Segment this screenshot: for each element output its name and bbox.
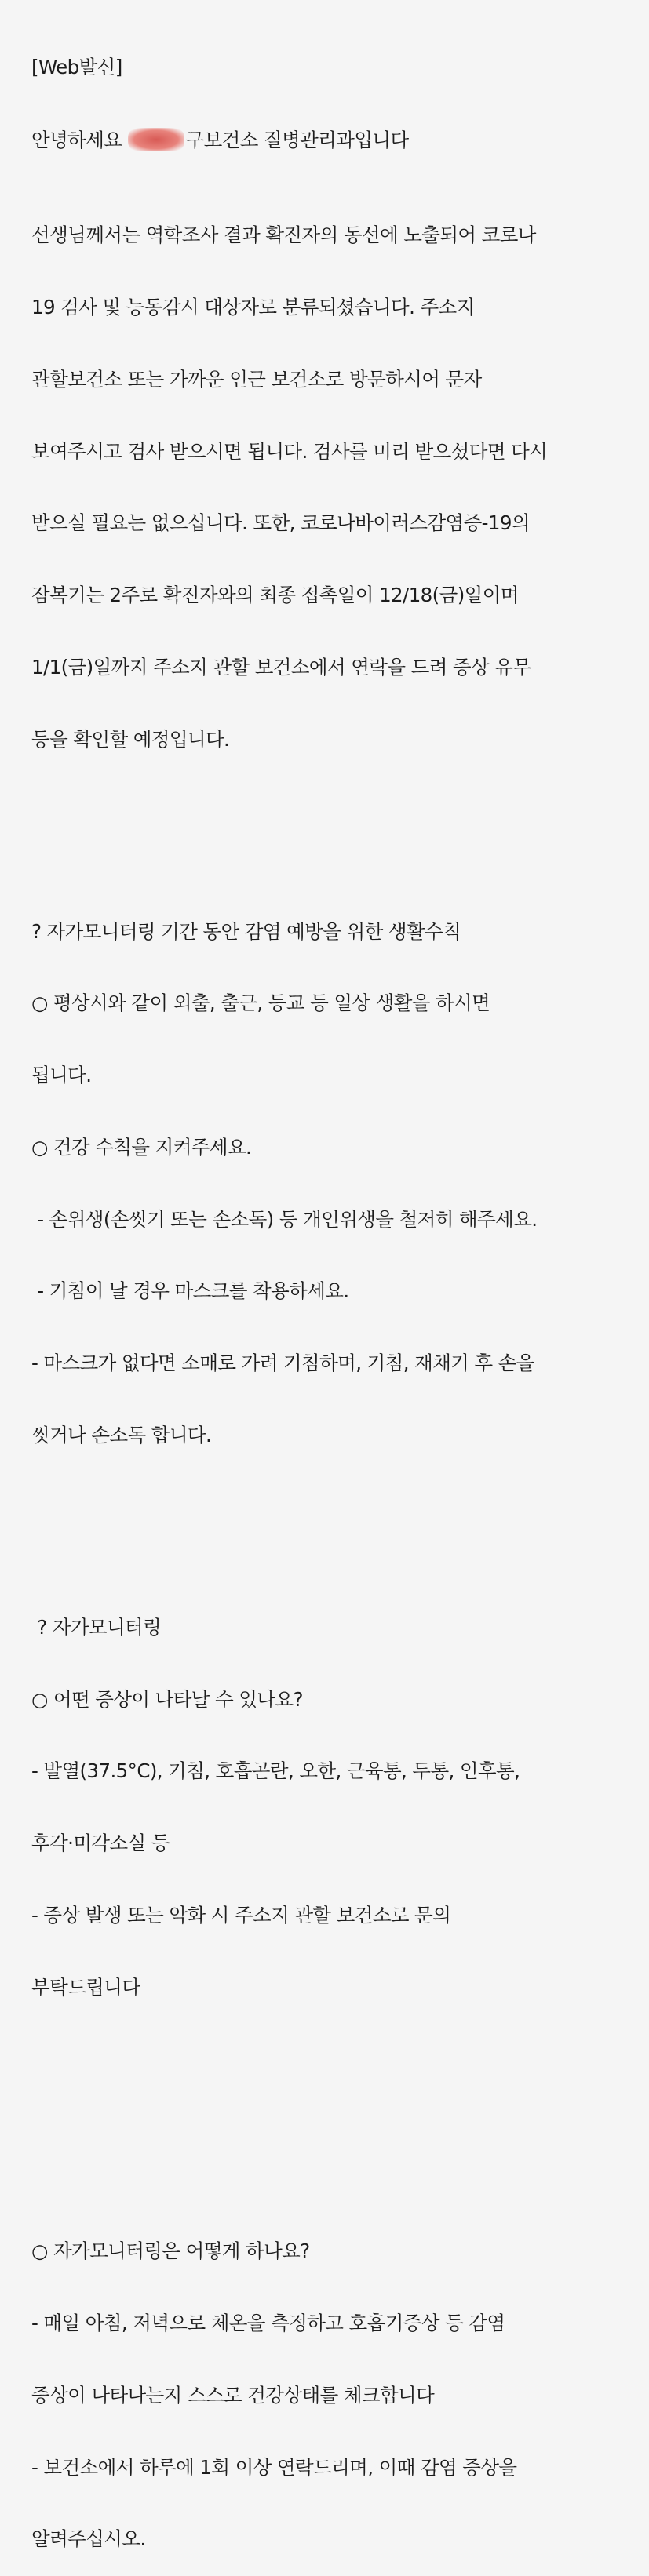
blank-line (31, 1519, 644, 1544)
greeting-end: 구보건소 질병관리과입니다 (185, 128, 409, 151)
blank-line (31, 824, 644, 848)
symptom-line: ○ 어떤 증상이 나타날 수 있나요? (31, 1687, 303, 1711)
sms-message-body (31, 8, 644, 2576)
rule-line: ○ 건강 수칙을 지켜주세요. (31, 1135, 252, 1159)
redaction-mark (128, 128, 184, 151)
howto-line: 증상이 나타나는지 스스로 건강상태를 체크합니다 (31, 2383, 435, 2407)
symptom-line: - 발열(37.5°C), 기침, 호흡곤란, 오한, 근육통, 두통, 인후통, (31, 1759, 520, 1783)
notice-line: 잠복기는 2주로 확진자와의 최종 접촉일이 12/18(금)일이며 (31, 584, 519, 607)
howto-line: - 매일 아침, 저녁으로 체온을 측정하고 호흡기증상 등 감염 (31, 2312, 505, 2334)
rule-line: - 기침이 날 경우 마스크를 착용하세요. (31, 1279, 349, 1303)
rule-line: 씻거나 손소독 합니다. (31, 1424, 212, 1447)
rule-line: ○ 평상시와 같이 외출, 출근, 등교 등 일상 생활을 하시면 (31, 991, 490, 1015)
rule-line: 됩니다. (31, 1064, 92, 1087)
notice-line: 보여주시고 검사 받으시면 됩니다. 검사를 미리 받으셨다면 다시 (31, 439, 548, 463)
notice-line: 1/1(금)일까지 주소지 관할 보건소에서 연락을 드려 증상 유무 (31, 656, 531, 679)
section-heading: ? 자가모니터링 (31, 1615, 162, 1639)
section-heading: ○ 자가모니터링은 어떻게 하나요? (31, 2239, 310, 2263)
rule-line: - 손위생(손씻기 또는 손소독) 등 개인위생을 철저히 해주세요. (31, 1207, 538, 1231)
greeting-start: 안녕하세요 (31, 128, 128, 151)
blank-line (31, 2144, 644, 2168)
symptom-line: 부탁드립니다 (31, 1975, 140, 1999)
notice-line: 관할보건소 또는 가까운 인근 보건소로 방문하시어 문자 (31, 367, 482, 391)
sender-tag: [Web발신] (31, 56, 122, 79)
rule-line: - 마스크가 없다면 소매로 가려 기침하며, 기침, 재채기 후 손을 (31, 1352, 534, 1375)
blank-line (31, 2072, 644, 2096)
notice-line: 선생님께서는 역학조사 결과 확진자의 동선에 노출되어 코로나 (31, 224, 536, 247)
howto-line: 알려주십시오. (31, 2527, 146, 2551)
symptom-line: 후각·미각소실 등 (31, 1832, 170, 1855)
notice-line: 등을 확인할 예정입니다. (31, 727, 230, 751)
notice-line: 받으실 필요는 없으십니다. 또한, 코로나바이러스감염증-19의 (31, 511, 530, 535)
howto-line: - 보건소에서 하루에 1회 이상 연락드리며, 이때 감염 증상을 (31, 2455, 517, 2479)
notice-line: 19 검사 및 능동감시 대상자로 분류되셨습니다. 주소지 (31, 296, 475, 319)
symptom-line: - 증상 발생 또는 악화 시 주소지 관할 보건소로 문의 (31, 1903, 451, 1927)
greeting-line (31, 128, 644, 152)
section-heading: ? 자가모니터링 기간 동안 감염 예방을 위한 생활수칙 (31, 919, 461, 943)
